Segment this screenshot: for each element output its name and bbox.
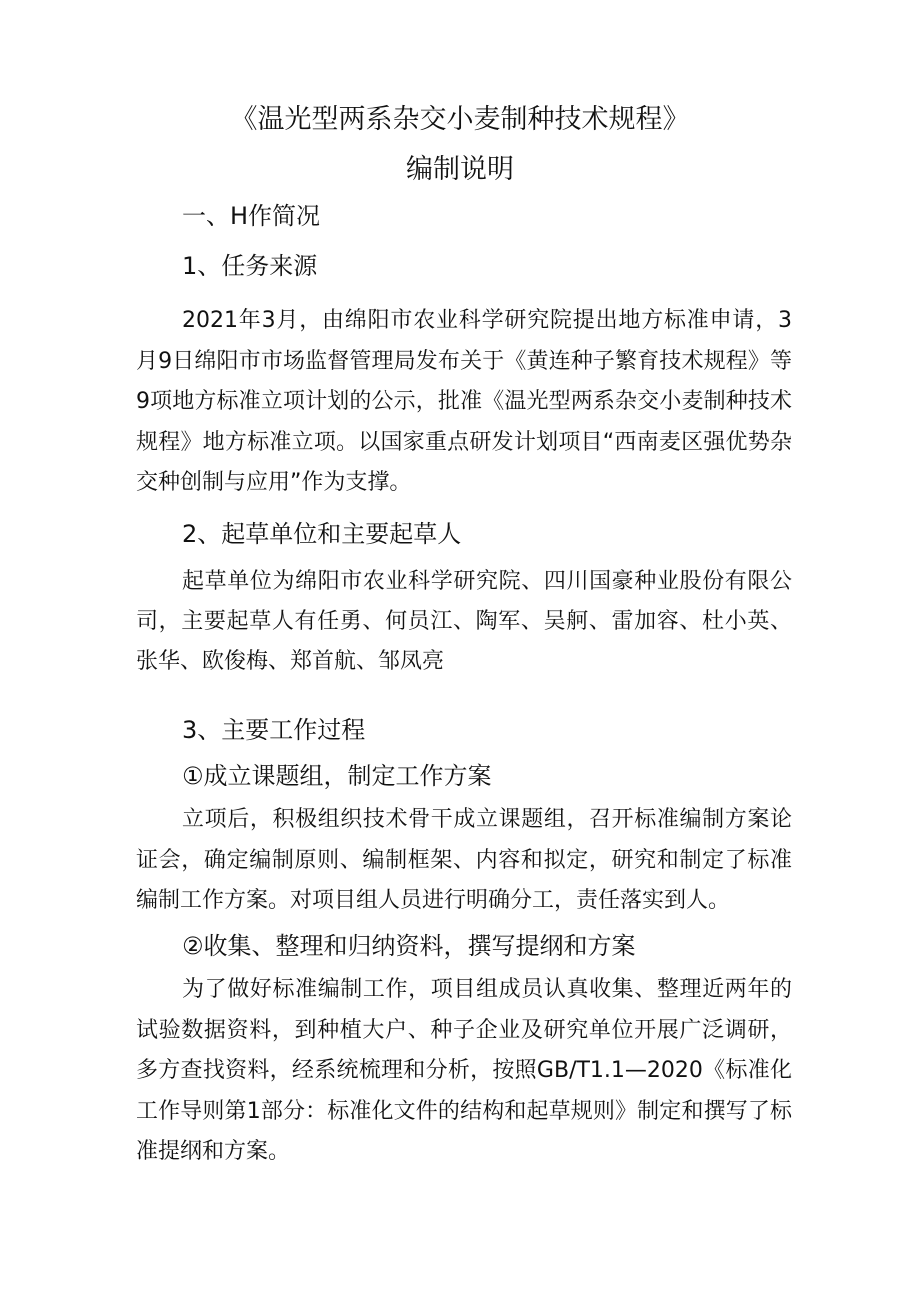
item-heading-drafters: 2、起草单位和主要起草人 xyxy=(182,520,462,548)
document-title: 《温光型两系杂交小麦制种技术规程》 xyxy=(230,104,690,135)
paragraph-collect-materials: 为了做好标准编制工作，项目组成员认真收集、整理近两年的试验数据资料，到种植大户、种子企业及研究单位开展广泛调研，多方查找资料，经系统梳理和分析，按照GB/T1.1—2020《标准化工作导则第1部分：标准化文件的结构和起草规则》制定和撰写了标准提纲和方案。 xyxy=(136,977,792,1164)
item-heading-work-process: 3、主要工作过程 xyxy=(182,716,366,744)
subheading-collect-materials: ②收集、整理和归纳资料，撰写提纲和方案 xyxy=(182,932,636,960)
section-heading-overview: 一、H作简况 xyxy=(182,202,321,230)
subheading-form-group: ①成立课题组，制定工作方案 xyxy=(182,762,492,790)
paragraph-drafters: 起草单位为绵阳市农业科学研究院、四川国豪种业股份有限公司，主要起草人有任勇、何员江、陶军、吴舸、雷加容、杜小英、张华、欧俊梅、郑首航、邹凤亮 xyxy=(136,569,792,674)
paragraph-task-source: 2021年3月，由绵阳市农业科学研究院提出地方标准申请，3月9日绵阳市市场监督管理局发布关于《黄连种子繁育技术规程》等9项地方标准立项计划的公示，批准《温光型两系杂交小麦制种技术规程》地方标准立项。以国家重点研发计划项目“西南麦区强优势杂交种创制与应用”作为支撑。 xyxy=(136,308,792,495)
paragraph-form-group: 立项后，积极组织技术骨干成立课题组，召开标准编制方案论证会，确定编制原则、编制框架、内容和拟定，研究和制定了标准编制工作方案。对项目组人员进行明确分工，责任落实到人。 xyxy=(136,807,792,913)
document-subtitle: 编制说明 xyxy=(406,154,514,185)
item-heading-task-source: 1、任务来源 xyxy=(182,252,318,280)
